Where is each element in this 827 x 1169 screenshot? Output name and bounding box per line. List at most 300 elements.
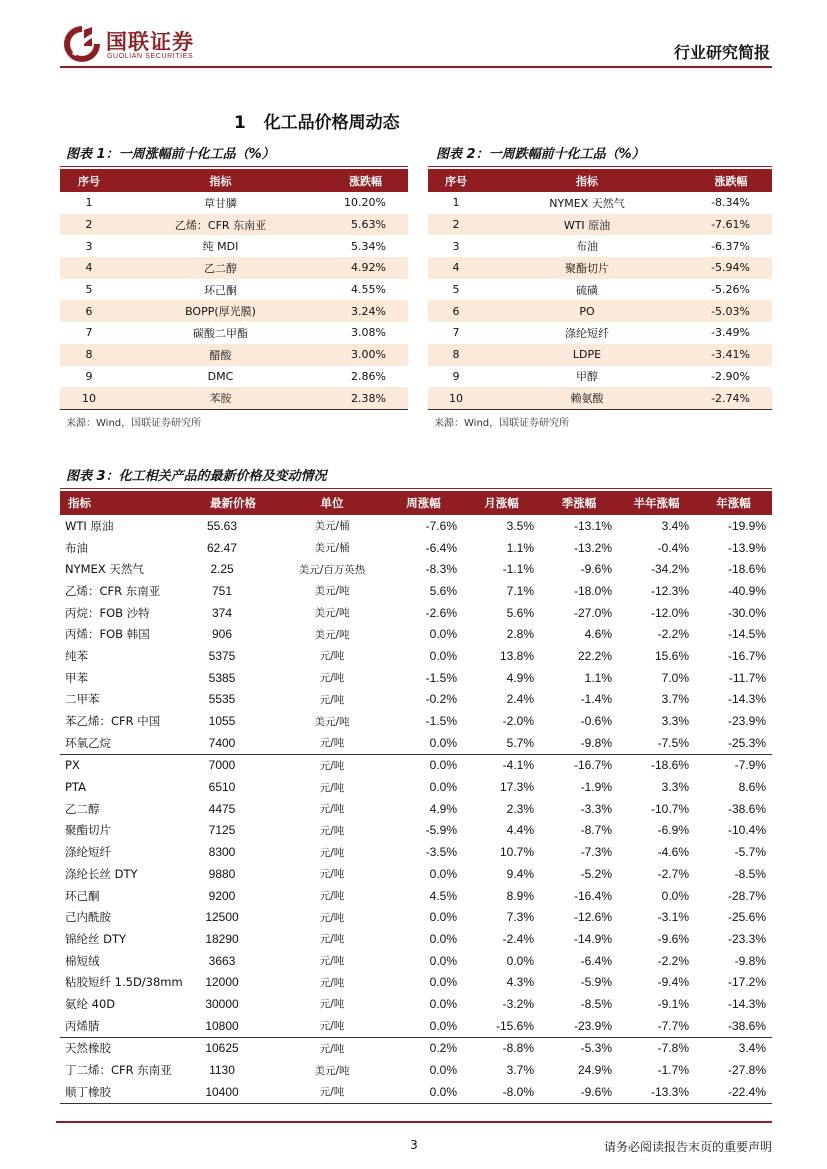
table-row bbox=[60, 623, 772, 645]
half-year-change: -1.7% bbox=[657, 1063, 689, 1078]
unit: 元/吨 bbox=[319, 781, 345, 794]
row-change: 3.00% bbox=[323, 344, 408, 366]
row-name: 赖氨酸 bbox=[484, 387, 690, 409]
row-change: -5.03% bbox=[690, 300, 772, 322]
table-row bbox=[60, 928, 772, 950]
unit: 美元/吨 bbox=[314, 715, 350, 728]
product-name: 甲苯 bbox=[65, 670, 88, 685]
unit: 美元/桶 bbox=[314, 542, 350, 555]
table-row bbox=[60, 602, 772, 624]
unit: 元/吨 bbox=[319, 846, 345, 859]
table-row bbox=[60, 645, 772, 667]
figure-1-table bbox=[60, 169, 408, 410]
latest-price: 374 bbox=[211, 605, 233, 620]
product-name: 丙烯：FOB 韩国 bbox=[65, 627, 150, 642]
row-number: 4 bbox=[60, 257, 118, 279]
monthly-change: 2.8% bbox=[506, 627, 534, 642]
quarterly-change: -5.9% bbox=[580, 975, 612, 990]
yearly-change: -14.3% bbox=[727, 996, 766, 1011]
table-row bbox=[60, 841, 772, 863]
row-number: 2 bbox=[428, 214, 484, 236]
figure-2-table bbox=[428, 169, 772, 410]
row-number: 6 bbox=[428, 300, 484, 322]
table-row bbox=[60, 1015, 772, 1037]
monthly-change: -2.4% bbox=[502, 931, 534, 946]
column-header: 指标 bbox=[484, 169, 690, 192]
table-row bbox=[428, 192, 772, 214]
monthly-change: -4.1% bbox=[463, 754, 540, 776]
quarterly-change: -1.4% bbox=[580, 692, 612, 707]
table-row bbox=[60, 667, 772, 689]
table-row bbox=[60, 950, 772, 972]
weekly-change: 0.0% bbox=[429, 975, 457, 990]
monthly-change: 4.4% bbox=[506, 823, 534, 838]
unit: 元/吨 bbox=[319, 737, 345, 750]
quarterly-change: 24.9% bbox=[577, 1063, 612, 1078]
quarterly-change: -6.4% bbox=[580, 953, 612, 968]
yearly-change: -16.7% bbox=[727, 648, 766, 663]
row-change: 5.63% bbox=[323, 214, 408, 236]
product-name: 乙烯：CFR 东南亚 bbox=[65, 583, 161, 598]
product-name: NYMEX 天然气 bbox=[65, 562, 144, 577]
product-name: 氨纶 40D bbox=[65, 996, 116, 1011]
row-name: 苯胺 bbox=[118, 387, 323, 409]
weekly-change: 0.0% bbox=[429, 931, 457, 946]
table-row bbox=[60, 906, 772, 928]
table-row bbox=[60, 235, 408, 257]
section-title bbox=[234, 108, 400, 133]
quarterly-change: 22.2% bbox=[577, 648, 612, 663]
unit: 元/吨 bbox=[319, 976, 345, 989]
row-number: 7 bbox=[428, 322, 484, 344]
latest-price: 9880 bbox=[208, 866, 236, 881]
yearly-change: 8.6% bbox=[738, 780, 766, 795]
figure-1-title: 图表 1：一周涨幅前十化工品（%） bbox=[66, 147, 275, 162]
half-year-change: -4.6% bbox=[657, 845, 689, 860]
row-change: -6.37% bbox=[690, 235, 772, 257]
unit: 元/吨 bbox=[319, 933, 345, 946]
row-change: -3.41% bbox=[690, 344, 772, 366]
product-name: PTA bbox=[65, 780, 86, 795]
unit: 元/吨 bbox=[319, 693, 345, 706]
row-number: 1 bbox=[60, 192, 118, 214]
weekly-change: -5.9% bbox=[425, 823, 457, 838]
table-row bbox=[60, 558, 772, 580]
row-name: WTI 原油 bbox=[484, 214, 690, 236]
report-type: 行业研究简报 bbox=[673, 43, 770, 62]
yearly-change: -25.3% bbox=[727, 735, 766, 750]
row-name: 硫磺 bbox=[484, 279, 690, 301]
table-row bbox=[428, 279, 772, 301]
figure-2-rule bbox=[428, 166, 772, 167]
table-row bbox=[428, 235, 772, 257]
quarterly-change: -5.2% bbox=[580, 866, 612, 881]
row-name: 醋酸 bbox=[118, 344, 323, 366]
half-year-change: -9.1% bbox=[657, 996, 689, 1011]
section-title-text: 化工品价格周动态 bbox=[263, 113, 400, 133]
row-name: NYMEX 天然气 bbox=[484, 192, 690, 214]
latest-price: 3663 bbox=[208, 953, 236, 968]
unit: 美元/桶 bbox=[314, 520, 350, 533]
weekly-change: 0.0% bbox=[429, 780, 457, 795]
column-header: 季涨幅 bbox=[540, 491, 618, 515]
yearly-change: -5.7% bbox=[734, 845, 766, 860]
weekly-change: -2.6% bbox=[425, 605, 457, 620]
table-row bbox=[60, 387, 408, 409]
product-name: 涤纶长丝 DTY bbox=[65, 866, 138, 881]
table-row bbox=[60, 344, 408, 366]
row-change: 4.92% bbox=[323, 257, 408, 279]
quarterly-change: -18.0% bbox=[573, 583, 612, 598]
quarterly-change: -1.9% bbox=[580, 780, 612, 795]
half-year-change: -7.7% bbox=[657, 1018, 689, 1033]
half-year-change: 3.4% bbox=[661, 518, 689, 533]
yearly-change: -11.7% bbox=[728, 670, 766, 685]
monthly-change: 13.8% bbox=[499, 648, 534, 663]
weekly-change: 0.0% bbox=[429, 627, 457, 642]
product-name: 粘胶短纤 1.5D/38mm bbox=[65, 975, 183, 990]
row-number: 4 bbox=[428, 257, 484, 279]
row-name: 纯 MDI bbox=[118, 235, 323, 257]
row-number: 9 bbox=[60, 366, 118, 388]
latest-price: 751 bbox=[211, 583, 233, 598]
row-change: 2.38% bbox=[323, 387, 408, 409]
weekly-change: 4.5% bbox=[429, 888, 457, 903]
monthly-change: 3.5% bbox=[506, 518, 534, 533]
column-header: 指标 bbox=[60, 491, 186, 515]
weekly-change: -8.3% bbox=[425, 562, 457, 577]
quarterly-change: -9.8% bbox=[580, 735, 612, 750]
table-row bbox=[428, 387, 772, 409]
figure-1-table-body bbox=[60, 192, 408, 409]
product-name: 布油 bbox=[65, 540, 88, 555]
table-row bbox=[60, 776, 772, 798]
latest-price: 10800 bbox=[205, 1018, 239, 1033]
yearly-change: -22.4% bbox=[695, 1081, 772, 1103]
table-row bbox=[60, 515, 772, 537]
quarterly-change: -5.3% bbox=[540, 1037, 618, 1059]
half-year-change: 15.6% bbox=[654, 648, 689, 663]
quarterly-change: -27.0% bbox=[573, 605, 612, 620]
row-change: 2.86% bbox=[323, 366, 408, 388]
column-header: 涨跌幅 bbox=[690, 169, 772, 192]
latest-price: 906 bbox=[211, 627, 233, 642]
unit: 元/吨 bbox=[319, 998, 345, 1011]
unit: 元/吨 bbox=[319, 868, 345, 881]
row-name: 草甘膦 bbox=[118, 192, 323, 214]
unit: 元/吨 bbox=[319, 955, 345, 968]
monthly-change: 4.9% bbox=[506, 670, 534, 685]
latest-price: 5535 bbox=[208, 692, 236, 707]
table-row bbox=[60, 754, 772, 776]
figure-1-rule bbox=[60, 166, 408, 167]
figure-2-table-body bbox=[428, 192, 772, 409]
table-row bbox=[60, 732, 772, 754]
half-year-change: -7.5% bbox=[657, 735, 689, 750]
quarterly-change: -13.1% bbox=[573, 518, 612, 533]
yearly-change: -9.8% bbox=[734, 953, 766, 968]
table-row bbox=[60, 971, 772, 993]
latest-price: 1055 bbox=[208, 714, 236, 729]
row-number: 10 bbox=[428, 387, 484, 409]
yearly-change: -19.9% bbox=[727, 518, 766, 533]
product-name: 二甲苯 bbox=[65, 692, 100, 707]
table-row bbox=[60, 257, 408, 279]
unit: 元/吨 bbox=[280, 1037, 384, 1059]
monthly-change: -1.1% bbox=[502, 562, 534, 577]
half-year-change: -3.1% bbox=[657, 910, 689, 925]
row-name: DMC bbox=[118, 366, 323, 388]
yearly-change: -28.7% bbox=[727, 888, 766, 903]
half-year-change: 3.3% bbox=[661, 714, 689, 729]
quarterly-change: 4.6% bbox=[584, 627, 612, 642]
row-change: -5.26% bbox=[690, 279, 772, 301]
table-row bbox=[60, 885, 772, 907]
product-name: 苯乙烯：CFR 中国 bbox=[65, 714, 161, 729]
half-year-change: 7.0% bbox=[661, 670, 689, 685]
product-name: 天然橡胶 bbox=[60, 1037, 186, 1059]
table-row bbox=[60, 580, 772, 602]
unit: 美元/吨 bbox=[314, 1064, 350, 1077]
product-name: 丙烷：FOB 沙特 bbox=[65, 605, 150, 620]
product-name: 乙二醇 bbox=[65, 801, 100, 816]
column-header: 最新价格 bbox=[186, 491, 280, 515]
column-header: 年涨幅 bbox=[695, 491, 772, 515]
unit: 元/吨 bbox=[319, 650, 345, 663]
yearly-change: -7.9% bbox=[695, 754, 772, 776]
column-header: 周涨幅 bbox=[384, 491, 463, 515]
table-row bbox=[60, 366, 408, 388]
table-row bbox=[60, 1059, 772, 1081]
latest-price: 10400 bbox=[186, 1081, 280, 1103]
quarterly-change: -8.5% bbox=[580, 996, 612, 1011]
half-year-change: 3.7% bbox=[661, 692, 689, 707]
column-header: 单位 bbox=[280, 491, 384, 515]
half-year-change: -7.8% bbox=[618, 1037, 695, 1059]
row-name: 乙烯：CFR 东南亚 bbox=[118, 214, 323, 236]
row-number: 2 bbox=[60, 214, 118, 236]
product-name: 棉短绒 bbox=[65, 953, 100, 968]
monthly-change: 3.7% bbox=[506, 1063, 534, 1078]
row-number: 1 bbox=[428, 192, 484, 214]
row-name: 乙二醇 bbox=[118, 257, 323, 279]
product-name: 丁二烯：CFR 东南亚 bbox=[65, 1063, 172, 1078]
half-year-change: -2.7% bbox=[657, 866, 689, 881]
yearly-change: -25.6% bbox=[727, 910, 766, 925]
row-number: 9 bbox=[428, 366, 484, 388]
monthly-change: 5.6% bbox=[506, 605, 534, 620]
yearly-change: -8.5% bbox=[734, 866, 766, 881]
unit: 美元/吨 bbox=[314, 607, 350, 620]
weekly-change: -0.2% bbox=[425, 692, 457, 707]
row-number: 5 bbox=[428, 279, 484, 301]
monthly-change: 0.0% bbox=[506, 953, 534, 968]
yearly-change: -38.6% bbox=[727, 1018, 766, 1033]
column-header: 半年涨幅 bbox=[618, 491, 695, 515]
unit: 美元/吨 bbox=[314, 628, 350, 641]
unit: 元/吨 bbox=[319, 672, 345, 685]
latest-price: 7400 bbox=[208, 735, 236, 750]
monthly-change: -15.6% bbox=[495, 1018, 534, 1033]
table-row bbox=[60, 993, 772, 1015]
quarterly-change: -9.6% bbox=[540, 1081, 618, 1103]
table-row bbox=[428, 322, 772, 344]
weekly-change: 5.6% bbox=[429, 583, 457, 598]
yearly-change: -17.2% bbox=[727, 975, 766, 990]
row-change: -5.94% bbox=[690, 257, 772, 279]
monthly-change: -2.0% bbox=[502, 714, 534, 729]
guolian-logo-icon bbox=[62, 24, 102, 64]
latest-price: 12500 bbox=[205, 910, 239, 925]
table-row bbox=[60, 300, 408, 322]
table-row bbox=[428, 257, 772, 279]
row-number: 3 bbox=[60, 235, 118, 257]
yearly-change: -13.9% bbox=[727, 540, 766, 555]
yearly-change: -23.9% bbox=[727, 714, 766, 729]
latest-price: 12000 bbox=[205, 975, 239, 990]
table-row bbox=[428, 300, 772, 322]
row-name: BOPP(厚光膜) bbox=[118, 300, 323, 322]
table-row bbox=[60, 1081, 772, 1103]
table-row bbox=[60, 214, 408, 236]
weekly-change: -3.5% bbox=[425, 845, 457, 860]
yearly-change: -10.4% bbox=[727, 823, 766, 838]
table-header-row bbox=[60, 169, 408, 192]
unit: 元/吨 bbox=[319, 803, 345, 816]
monthly-change: 7.1% bbox=[506, 583, 534, 598]
monthly-change: -3.2% bbox=[502, 996, 534, 1011]
product-name: PX bbox=[60, 754, 186, 776]
table-row bbox=[60, 863, 772, 885]
latest-price: 55.63 bbox=[206, 518, 238, 533]
weekly-change: 0.0% bbox=[429, 866, 457, 881]
row-name: 布油 bbox=[484, 235, 690, 257]
table-row bbox=[60, 322, 408, 344]
latest-price: 9200 bbox=[208, 888, 236, 903]
logo-text-cn: 国联证券 bbox=[106, 30, 194, 54]
monthly-change: 17.3% bbox=[499, 780, 534, 795]
table-row bbox=[60, 279, 408, 301]
weekly-change: 0.0% bbox=[429, 735, 457, 750]
row-change: 10.20% bbox=[323, 192, 408, 214]
row-change: 3.24% bbox=[323, 300, 408, 322]
product-name: 锦纶丝 DTY bbox=[65, 931, 127, 946]
yearly-change: 3.4% bbox=[695, 1037, 772, 1059]
latest-price: 62.47 bbox=[206, 540, 238, 555]
latest-price: 8300 bbox=[208, 845, 236, 860]
weekly-change: 0.2% bbox=[384, 1037, 463, 1059]
row-number: 5 bbox=[60, 279, 118, 301]
footer-disclaimer: 请务必阅读报告末页的重要声明 bbox=[603, 1140, 772, 1154]
half-year-change: 3.3% bbox=[661, 780, 689, 795]
yearly-change: -30.0% bbox=[727, 605, 766, 620]
row-change: 4.55% bbox=[323, 279, 408, 301]
quarterly-change: -14.9% bbox=[573, 931, 612, 946]
yearly-change: -23.3% bbox=[727, 931, 766, 946]
row-change: -3.49% bbox=[690, 322, 772, 344]
figure-3-table-body bbox=[60, 515, 772, 1103]
row-number: 10 bbox=[60, 387, 118, 409]
latest-price: 7000 bbox=[186, 754, 280, 776]
product-name: 顺丁橡胶 bbox=[60, 1081, 186, 1103]
half-year-change: -9.6% bbox=[657, 931, 689, 946]
half-year-change: -18.6% bbox=[618, 754, 695, 776]
half-year-change: -12.3% bbox=[650, 583, 689, 598]
weekly-change: 0.0% bbox=[384, 1081, 463, 1103]
figure-2-source: 来源：Wind，国联证券研究所 bbox=[434, 418, 570, 429]
yearly-change: -14.3% bbox=[727, 692, 766, 707]
footer-divider bbox=[56, 1121, 772, 1123]
weekly-change: 0.0% bbox=[429, 1018, 457, 1033]
weekly-change: 0.0% bbox=[384, 754, 463, 776]
weekly-change: 0.0% bbox=[429, 1063, 457, 1078]
weekly-change: -1.5% bbox=[425, 670, 457, 685]
half-year-change: -2.2% bbox=[657, 627, 689, 642]
product-name: 丙烯腈 bbox=[65, 1018, 100, 1033]
quarterly-change: -9.6% bbox=[580, 562, 612, 577]
row-change: -2.90% bbox=[690, 366, 772, 388]
header-divider bbox=[60, 66, 772, 68]
row-name: LDPE bbox=[484, 344, 690, 366]
row-name: 聚酯切片 bbox=[484, 257, 690, 279]
row-name: 甲醇 bbox=[484, 366, 690, 388]
monthly-change: 2.4% bbox=[506, 692, 534, 707]
table-row bbox=[60, 710, 772, 732]
weekly-change: -7.6% bbox=[425, 518, 457, 533]
column-header: 月涨幅 bbox=[463, 491, 540, 515]
weekly-change: -6.4% bbox=[425, 540, 457, 555]
row-number: 8 bbox=[60, 344, 118, 366]
latest-price: 18290 bbox=[205, 931, 239, 946]
product-name: 环己酮 bbox=[65, 888, 100, 903]
figure-3-title: 图表 3：化工相关产品的最新价格及变动情况 bbox=[66, 469, 327, 484]
latest-price: 30000 bbox=[205, 996, 239, 1011]
yearly-change: -40.9% bbox=[727, 583, 766, 598]
weekly-change: 4.9% bbox=[429, 801, 457, 816]
latest-price: 4475 bbox=[208, 801, 236, 816]
row-change: -7.61% bbox=[690, 214, 772, 236]
monthly-change: 10.7% bbox=[499, 845, 534, 860]
product-name: 涤纶短纤 bbox=[65, 845, 111, 860]
half-year-change: -0.4% bbox=[657, 540, 689, 555]
half-year-change: -9.4% bbox=[657, 975, 689, 990]
quarterly-change: -0.6% bbox=[580, 714, 612, 729]
unit: 元/吨 bbox=[319, 824, 345, 837]
row-name: 环己酮 bbox=[118, 279, 323, 301]
unit: 元/吨 bbox=[280, 1081, 384, 1103]
product-name: 环氧乙烷 bbox=[65, 735, 111, 750]
product-name: 聚酯切片 bbox=[65, 823, 111, 838]
table-row bbox=[428, 344, 772, 366]
table-header-row bbox=[60, 491, 772, 515]
weekly-change: 0.0% bbox=[429, 953, 457, 968]
weekly-change: -1.5% bbox=[425, 714, 457, 729]
half-year-change: -12.0% bbox=[650, 605, 689, 620]
logo-text-en: GUOLIAN SECURITIES bbox=[107, 53, 194, 60]
product-name: WTI 原油 bbox=[65, 518, 114, 533]
quarterly-change: -8.7% bbox=[580, 823, 612, 838]
latest-price: 6510 bbox=[208, 780, 236, 795]
unit: 元/吨 bbox=[280, 754, 384, 776]
yearly-change: -18.6% bbox=[727, 562, 766, 577]
table-header-row bbox=[428, 169, 772, 192]
quarterly-change: -16.7% bbox=[540, 754, 618, 776]
figure-1-source: 来源：Wind，国联证券研究所 bbox=[66, 418, 202, 429]
unit: 元/吨 bbox=[319, 911, 345, 924]
weekly-change: 0.0% bbox=[429, 648, 457, 663]
monthly-change: 2.3% bbox=[506, 801, 534, 816]
table-row bbox=[60, 798, 772, 820]
